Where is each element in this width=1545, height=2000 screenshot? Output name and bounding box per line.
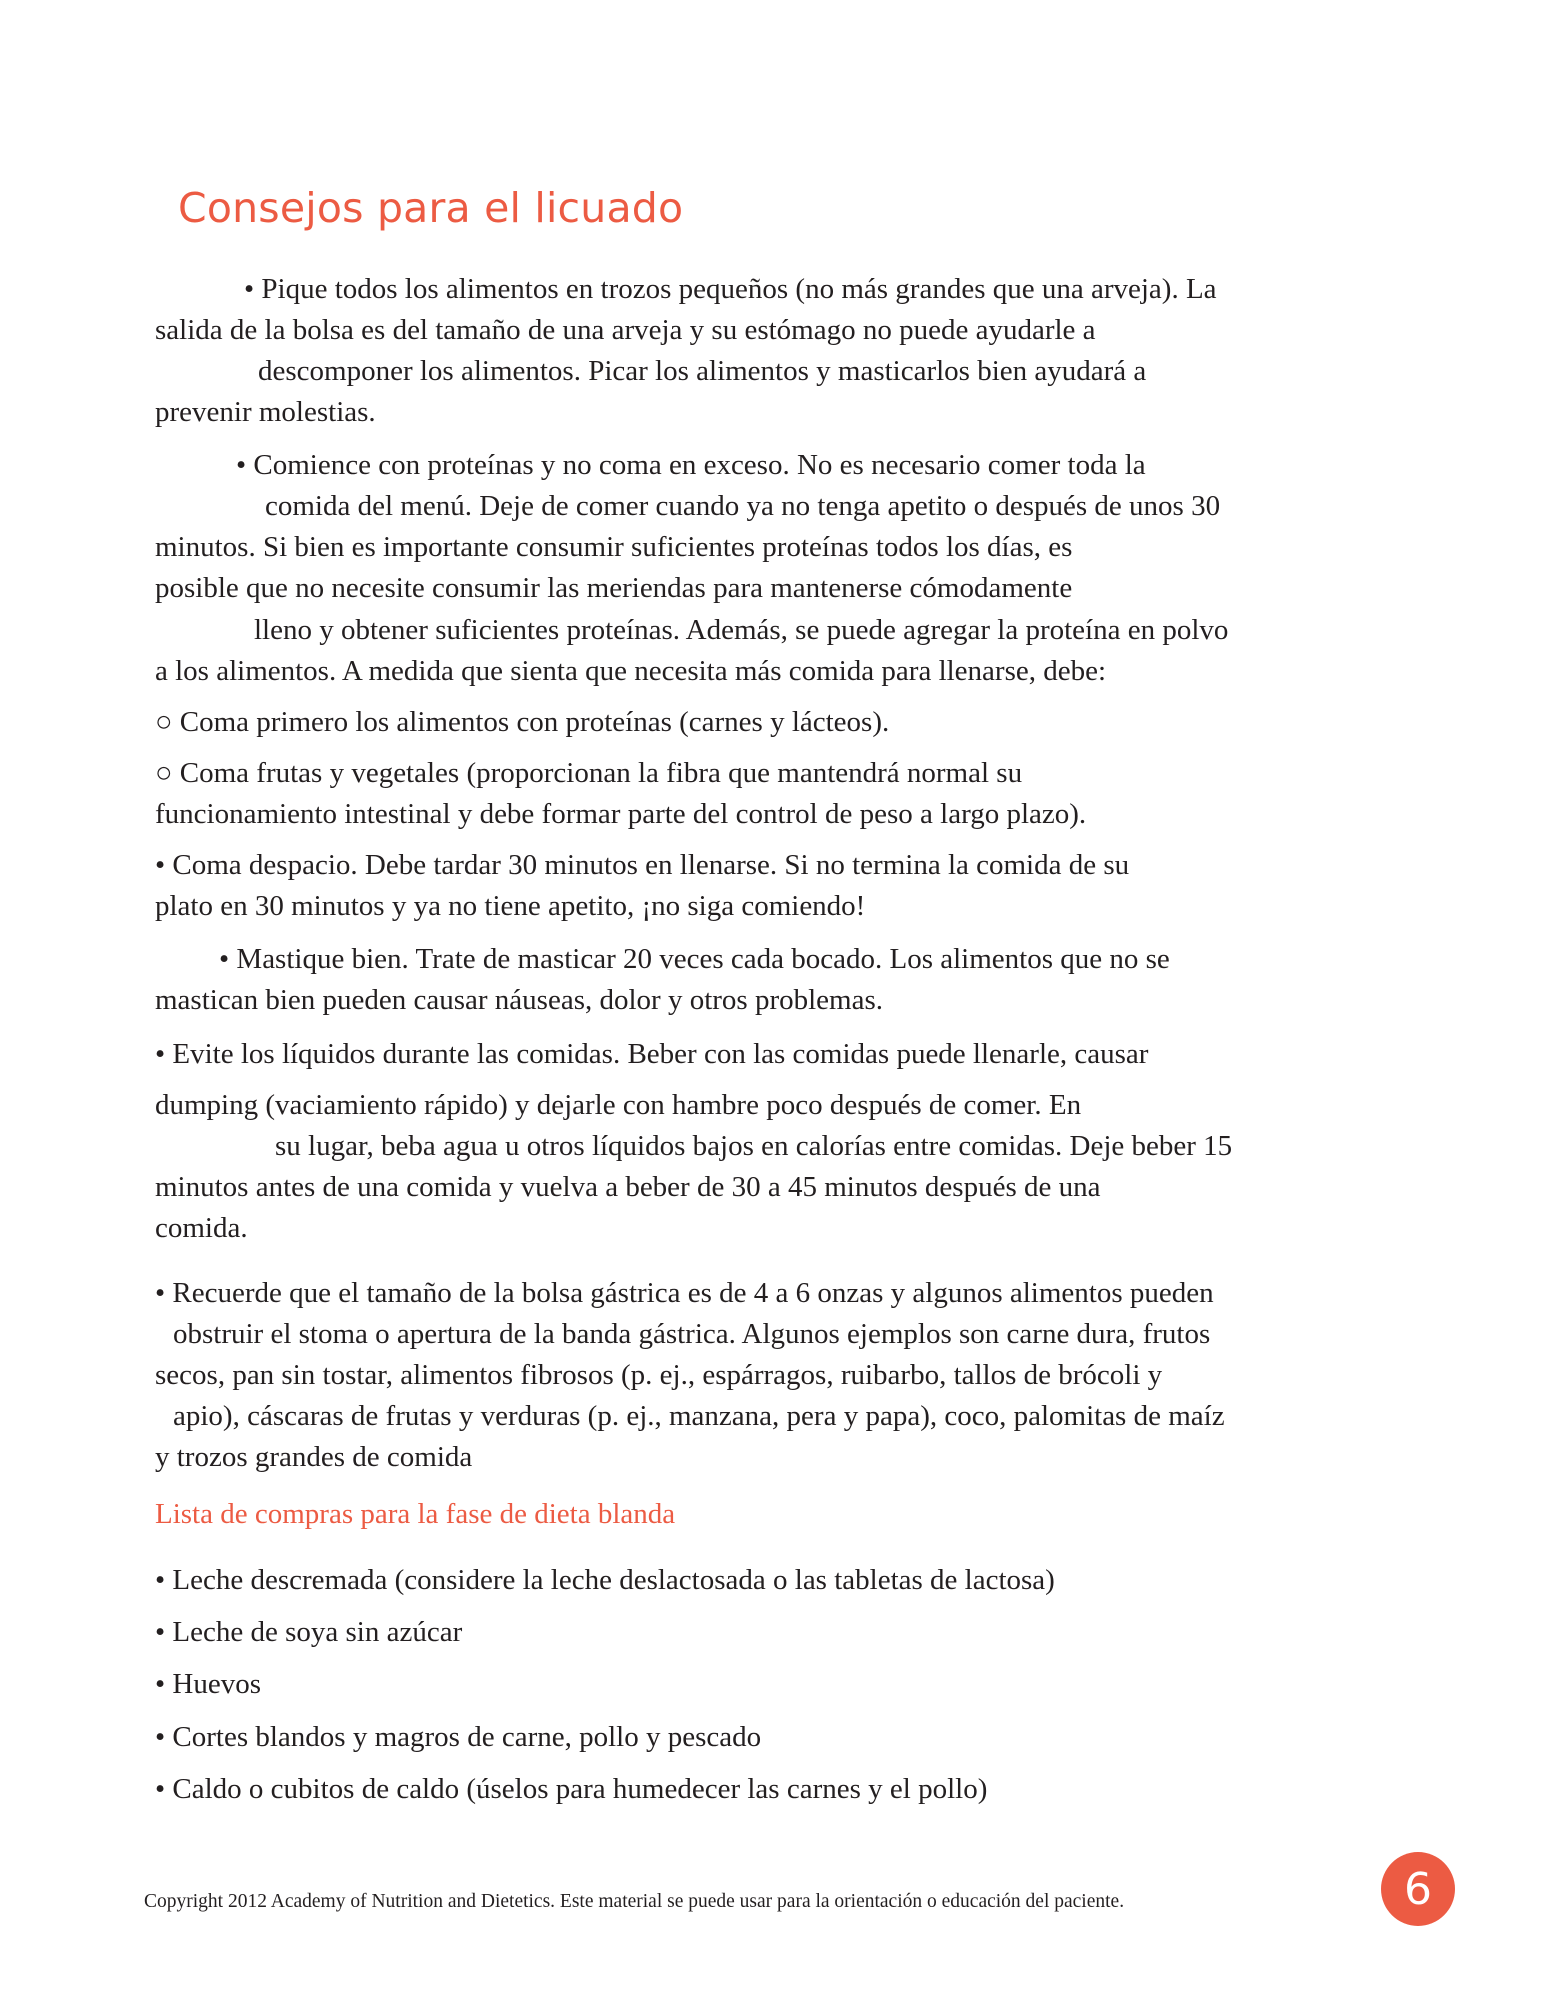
- body-line: • Recuerde que el tamaño de la bolsa gástrica es de 4 a 6 onzas y algunos alimentos pueden: [155, 1277, 1214, 1309]
- shopping-list-item: • Huevos: [155, 1668, 262, 1700]
- body-line: mastican bien pueden causar náuseas, dolor y otros problemas.: [155, 984, 884, 1016]
- body-line: posible que no necesite consumir las meriendas para mantenerse cómodamente: [155, 572, 1073, 604]
- body-line: • Evite los líquidos durante las comidas. Beber con las comidas puede llenarle, causar: [155, 1038, 1149, 1070]
- body-line: prevenir molestias.: [155, 396, 376, 428]
- body-line: descomponer los alimentos. Picar los alimentos y masticarlos bien ayudará a: [258, 355, 1147, 387]
- body-line: • Comience con proteínas y no coma en exceso. No es necesario comer toda la: [236, 449, 1146, 481]
- copyright-footer: Copyright 2012 Academy of Nutrition and Dietetics. Este material se puede usar para la orientación o educación del paciente.: [144, 1891, 1125, 1912]
- shopping-list-item: • Caldo o cubitos de caldo (úselos para humedecer las carnes y el pollo): [155, 1773, 988, 1805]
- section-heading: Lista de compras para la fase de dieta blanda: [155, 1498, 676, 1530]
- shopping-list-item: • Leche de soya sin azúcar: [155, 1616, 463, 1648]
- page-number-badge: 6: [1381, 1852, 1455, 1926]
- body-line: comida.: [155, 1212, 248, 1244]
- body-line: • Pique todos los alimentos en trozos pequeños (no más grandes que una arveja). La: [244, 273, 1217, 305]
- sub-list-item: ○ Coma frutas y vegetales (proporcionan la fibra que mantendrá normal su: [155, 757, 1023, 789]
- body-line: minutos antes de una comida y vuelva a beber de 30 a 45 minutos después de una: [155, 1171, 1101, 1203]
- body-line: dumping (vaciamiento rápido) y dejarle con hambre poco después de comer. En: [155, 1089, 1082, 1121]
- shopping-list-item: • Leche descremada (considere la leche deslactosada o las tabletas de lactosa): [155, 1564, 1055, 1596]
- shopping-list-item: • Cortes blandos y magros de carne, pollo y pescado: [155, 1721, 762, 1753]
- body-line: a los alimentos. A medida que sienta que necesita más comida para llenarse, debe:: [155, 655, 1107, 687]
- body-line: y trozos grandes de comida: [155, 1441, 473, 1473]
- body-line: • Coma despacio. Debe tardar 30 minutos en llenarse. Si no termina la comida de su: [155, 849, 1130, 881]
- body-line: apio), cáscaras de frutas y verduras (p. ej., manzana, pera y papa), coco, palomitas de maíz: [173, 1400, 1225, 1432]
- body-line: su lugar, beba agua u otros líquidos bajos en calorías entre comidas. Deje beber 15: [275, 1130, 1233, 1162]
- body-line: obstruir el stoma o apertura de la banda gástrica. Algunos ejemplos son carne dura, frutos: [173, 1318, 1211, 1350]
- body-line: funcionamiento intestinal y debe formar parte del control de peso a largo plazo).: [155, 798, 1087, 830]
- page-title: Consejos para el licuado: [178, 184, 684, 232]
- body-line: comida del menú. Deje de comer cuando ya no tenga apetito o después de unos 30: [265, 490, 1221, 522]
- sub-list-item: ○ Coma primero los alimentos con proteínas (carnes y lácteos).: [155, 706, 890, 738]
- body-line: lleno y obtener suficientes proteínas. Además, se puede agregar la proteína en polvo: [254, 614, 1229, 646]
- body-line: plato en 30 minutos y ya no tiene apetito, ¡no siga comiendo!: [155, 890, 866, 922]
- body-line: secos, pan sin tostar, alimentos fibrosos (p. ej., espárragos, ruibarbo, tallos de brócoli y: [155, 1359, 1163, 1391]
- body-line: minutos. Si bien es importante consumir suficientes proteínas todos los días, es: [155, 531, 1073, 563]
- body-line: • Mastique bien. Trate de masticar 20 veces cada bocado. Los alimentos que no se: [219, 943, 1170, 975]
- body-line: salida de la bolsa es del tamaño de una arveja y su estómago no puede ayudarle a: [155, 314, 1096, 346]
